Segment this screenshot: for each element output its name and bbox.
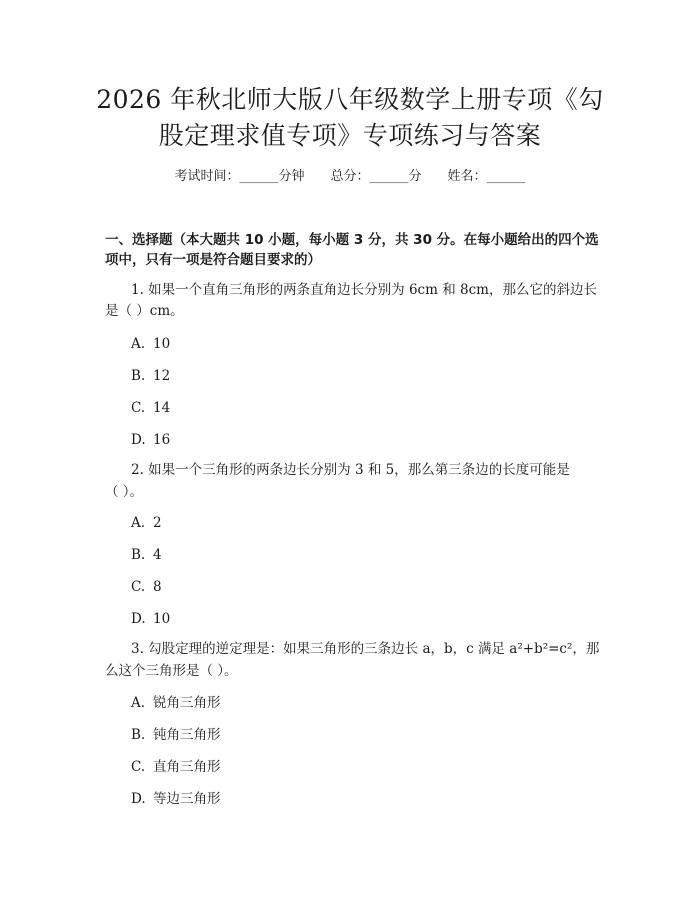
question-3-option-d [131,790,221,808]
section-heading-line-2: 项中，只有一项是符合题目要求的） [105,252,321,268]
question-1-stem-line-2: 是（ ）cm。 [105,303,184,319]
question-1-text-1: 1. 如果一个直角三角形的两条直角边长分别为 6cm 和 8cm，那么它的斜边长 [131,282,597,298]
option-letter: A. [131,336,146,352]
option-letter: A. [131,695,146,711]
question-1-option-d [131,431,170,449]
question-3-text-1: 3. 勾股定理的逆定理是：如果三角形的三条边长 a，b，c 满足 a²+b²=c²，那 [131,641,600,657]
option-text: 10 [153,611,171,627]
question-2-option-a [131,514,162,532]
time-label: 考试时间： [174,169,240,184]
name-blank: ______ [486,169,526,184]
option-letter: B. [131,368,146,384]
name-label: 姓名： [447,169,487,184]
option-text: 钝角三角形 [153,727,221,743]
score-label: 总分： [330,169,370,184]
option-text: 直角三角形 [153,759,221,775]
option-letter: B. [131,727,146,743]
option-letter: D. [131,432,146,448]
page-title-line-2: 股定理求值专项》专项练习与答案 [158,121,542,150]
question-3-option-a [131,694,221,712]
option-text: 4 [153,547,162,563]
page-title-line-1: 2026 年秋北师大版八年级数学上册专项《勾 [96,85,604,114]
question-3-option-b [131,726,221,744]
question-2-text-1: 2. 如果一个三角形的两条边长分别为 3 和 5，那么第三条边的长度可能是 [131,462,570,478]
question-2-stem-line-2: （ ）。 [105,484,144,500]
option-text: 14 [153,400,171,416]
score-blank: ______ [369,169,409,184]
option-letter: A. [131,515,146,531]
question-3-stem-line-1 [105,638,603,660]
question-3-option-c [131,758,221,776]
question-2-option-b [131,546,162,564]
question-3-stem-line-2: 么这个三角形是（ ）。 [105,663,238,679]
question-2-option-d [131,610,170,628]
question-1-option-c [131,399,170,417]
question-1-option-a [131,335,170,353]
question-2-option-c [131,578,162,596]
question-1-stem-line-1 [105,279,603,301]
time-unit: 分钟 [278,169,305,184]
option-text: 等边三角形 [153,791,221,807]
section-heading-line-1: 一、选择题（本大题共 10 小题，每小题 3 分，共 30 分。在每小题给出的四个选 [105,232,599,248]
option-letter: C. [131,759,146,775]
question-1-option-b [131,367,170,385]
exam-info [0,168,700,186]
time-blank: ______ [239,169,279,184]
option-letter: B. [131,547,146,563]
option-text: 锐角三角形 [153,695,221,711]
option-text: 12 [153,368,171,384]
option-letter: C. [131,579,146,595]
option-letter: C. [131,400,146,416]
option-letter: D. [131,791,146,807]
option-letter: D. [131,611,146,627]
option-text: 10 [153,336,171,352]
option-text: 16 [153,432,171,448]
score-unit: 分 [408,169,422,184]
option-text: 8 [153,579,162,595]
option-text: 2 [153,515,162,531]
question-2-stem-line-1 [105,459,603,481]
